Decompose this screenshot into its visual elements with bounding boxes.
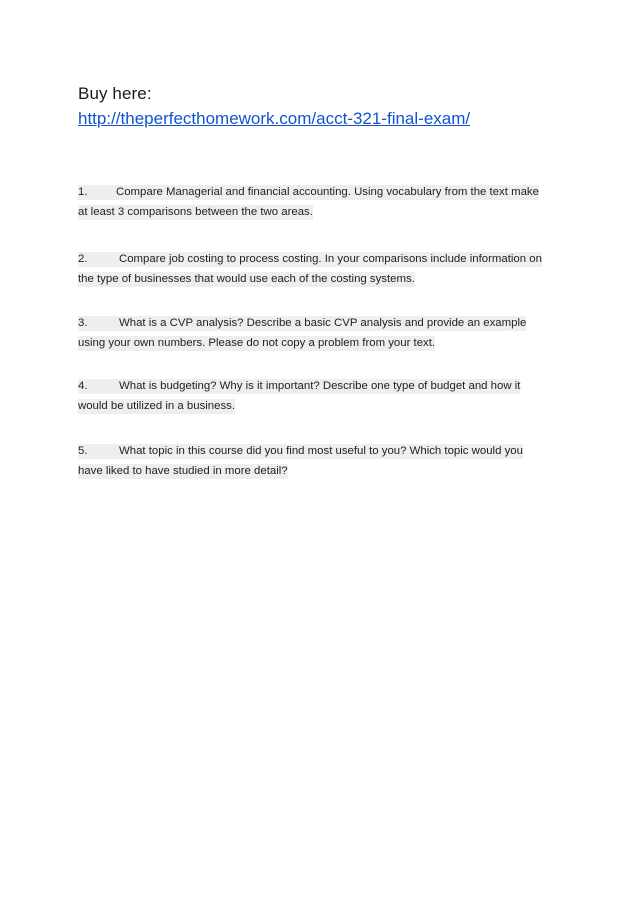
question-3: [78, 313, 568, 353]
question-3-number: 3.: [78, 317, 88, 329]
question-4-line-2: [78, 396, 568, 416]
question-5-line-1: [78, 441, 568, 461]
question-1-text: Compare Managerial and financial accounting. Using vocabulary from the text make: [116, 186, 539, 198]
question-2-text-continued: the type of businesses that would use each of the costing systems.: [78, 273, 415, 285]
purchase-link[interactable]: http://theperfecthomework.com/acct-321-final-exam/: [78, 109, 471, 128]
question-3-line-2: [78, 333, 568, 353]
buy-here-label: Buy here:: [78, 84, 152, 103]
question-4-text-continued: would be utilized in a business.: [78, 400, 236, 412]
question-3-line-1: [78, 313, 568, 333]
question-4-line-1: [78, 376, 568, 396]
question-2-line-1: [78, 249, 568, 269]
question-2-line-2: [78, 269, 568, 289]
question-4-number: 4.: [78, 380, 88, 392]
question-2: [78, 249, 568, 289]
question-5-text-continued: have liked to have studied in more detail?: [78, 465, 288, 477]
question-4-text: What is budgeting? Why is it important? Describe one type of budget and how it: [119, 380, 521, 392]
question-1: [78, 182, 568, 222]
question-5: [78, 441, 568, 481]
question-5-number: 5.: [78, 445, 88, 457]
question-5-line-2: [78, 461, 568, 481]
question-1-line-1: [78, 182, 568, 202]
question-2-text: Compare job costing to process costing. In your comparisons include information on: [119, 253, 542, 265]
question-5-text: What topic in this course did you find most useful to you? Which topic would you: [119, 445, 523, 457]
question-1-line-2: [78, 202, 568, 222]
question-2-number: 2.: [78, 253, 88, 265]
question-1-number: 1.: [78, 186, 88, 198]
question-3-text: What is a CVP analysis? Describe a basic CVP analysis and provide an example: [119, 317, 527, 329]
question-1-text-continued: at least 3 comparisons between the two areas.: [78, 206, 313, 218]
question-3-text-continued: using your own numbers. Please do not copy a problem from your text.: [78, 337, 436, 349]
question-4: [78, 376, 568, 416]
